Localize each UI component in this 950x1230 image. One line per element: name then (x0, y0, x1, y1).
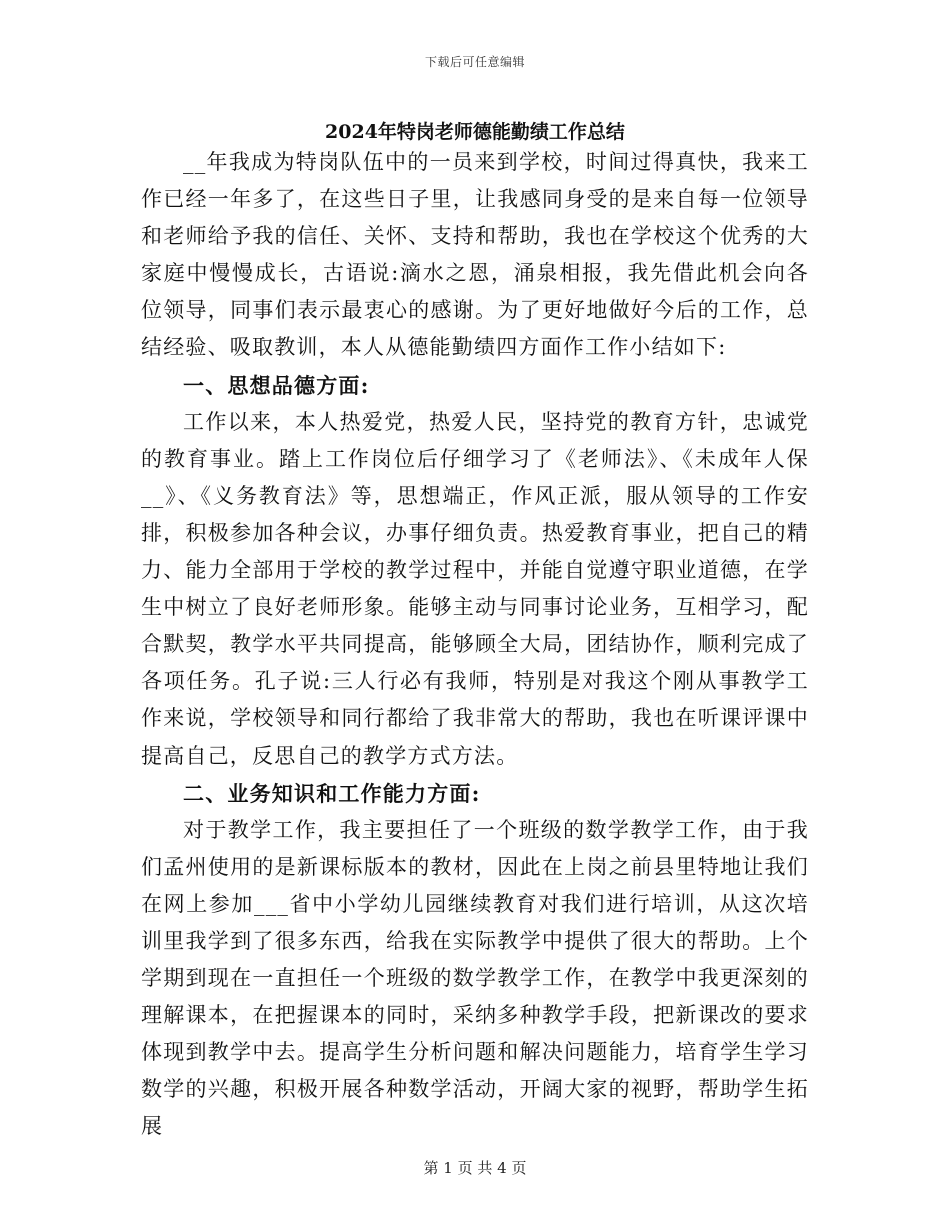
page-indicator: 第 1 页 共 4 页 (423, 1159, 527, 1177)
section-paragraph-2: 对于教学工作，我主要担任了一个班级的数学教学工作，由于我们孟州使用的是新课标版本的教材，因此在上岗之前县里特地让我们在网上参加___省中小学幼儿园继续教育对我们进行培训，从这次培训里我学到了很多东西，给我在实际教学中提供了很大的帮助。上个学期到现在一直担任一个班级的数学教学工作，在教学中我更深刻的理解课本，在把握课本的同时，采纳多种教学手段，把新课改的要求体现到教学中去。提高学生分析问题和解决问题能力，培育学生学习数学的兴趣，积极开展各种数学活动，开阔大家的视野，帮助学生拓展 (141, 817, 809, 1139)
section-heading-1: 一、思想品德方面: (183, 372, 370, 398)
document-title: 2024年特岗老师德能勤绩工作总结 (325, 121, 625, 143)
intro-paragraph: __年我成为特岗队伍中的一员来到学校，时间过得真快，我来工作已经一年多了，在这些日子里，让我感同身受的是来自每一位领导和老师给予我的信任、关怀、支持和帮助，我也在学校这个优秀的大家庭中慢慢成长，古语说:滴水之恩，涌泉相报，我先借此机会向各位领导，同事们表示最衷心的感谢。为了更好地做好今后的工作，总结经验、吸取教训，本人从德能勤绩四方面作工作小结如下: (141, 150, 809, 360)
header-note: 下载后可任意编辑 (424, 55, 525, 69)
document-body (141, 144, 809, 1146)
section-heading-2: 二、业务知识和工作能力方面: (183, 780, 481, 806)
section-paragraph-1: 工作以来，本人热爱党，热爱人民，坚持党的教育方针，忠诚党的教育事业。踏上工作岗位后仔细学习了《老师法》、《未成年人保__》、《义务教育法》等，思想端正，作风正派，服从领导的工作安排，积极参加各种会议，办事仔细负责。热爱教育事业，把自己的精力、能力全部用于学校的教学过程中，并能自觉遵守职业道德，在学生中树立了良好老师形象。能够主动与同事讨论业务，互相学习，配合默契，教学水平共同提高，能够顾全大局，团结协作，顺利完成了各项任务。孔子说:三人行必有我师，特别是对我这个刚从事教学工作来说，学校领导和同行都给了我非常大的帮助，我也在听课评课中提高自己，反思自己的教学方式方法。 (141, 409, 809, 768)
